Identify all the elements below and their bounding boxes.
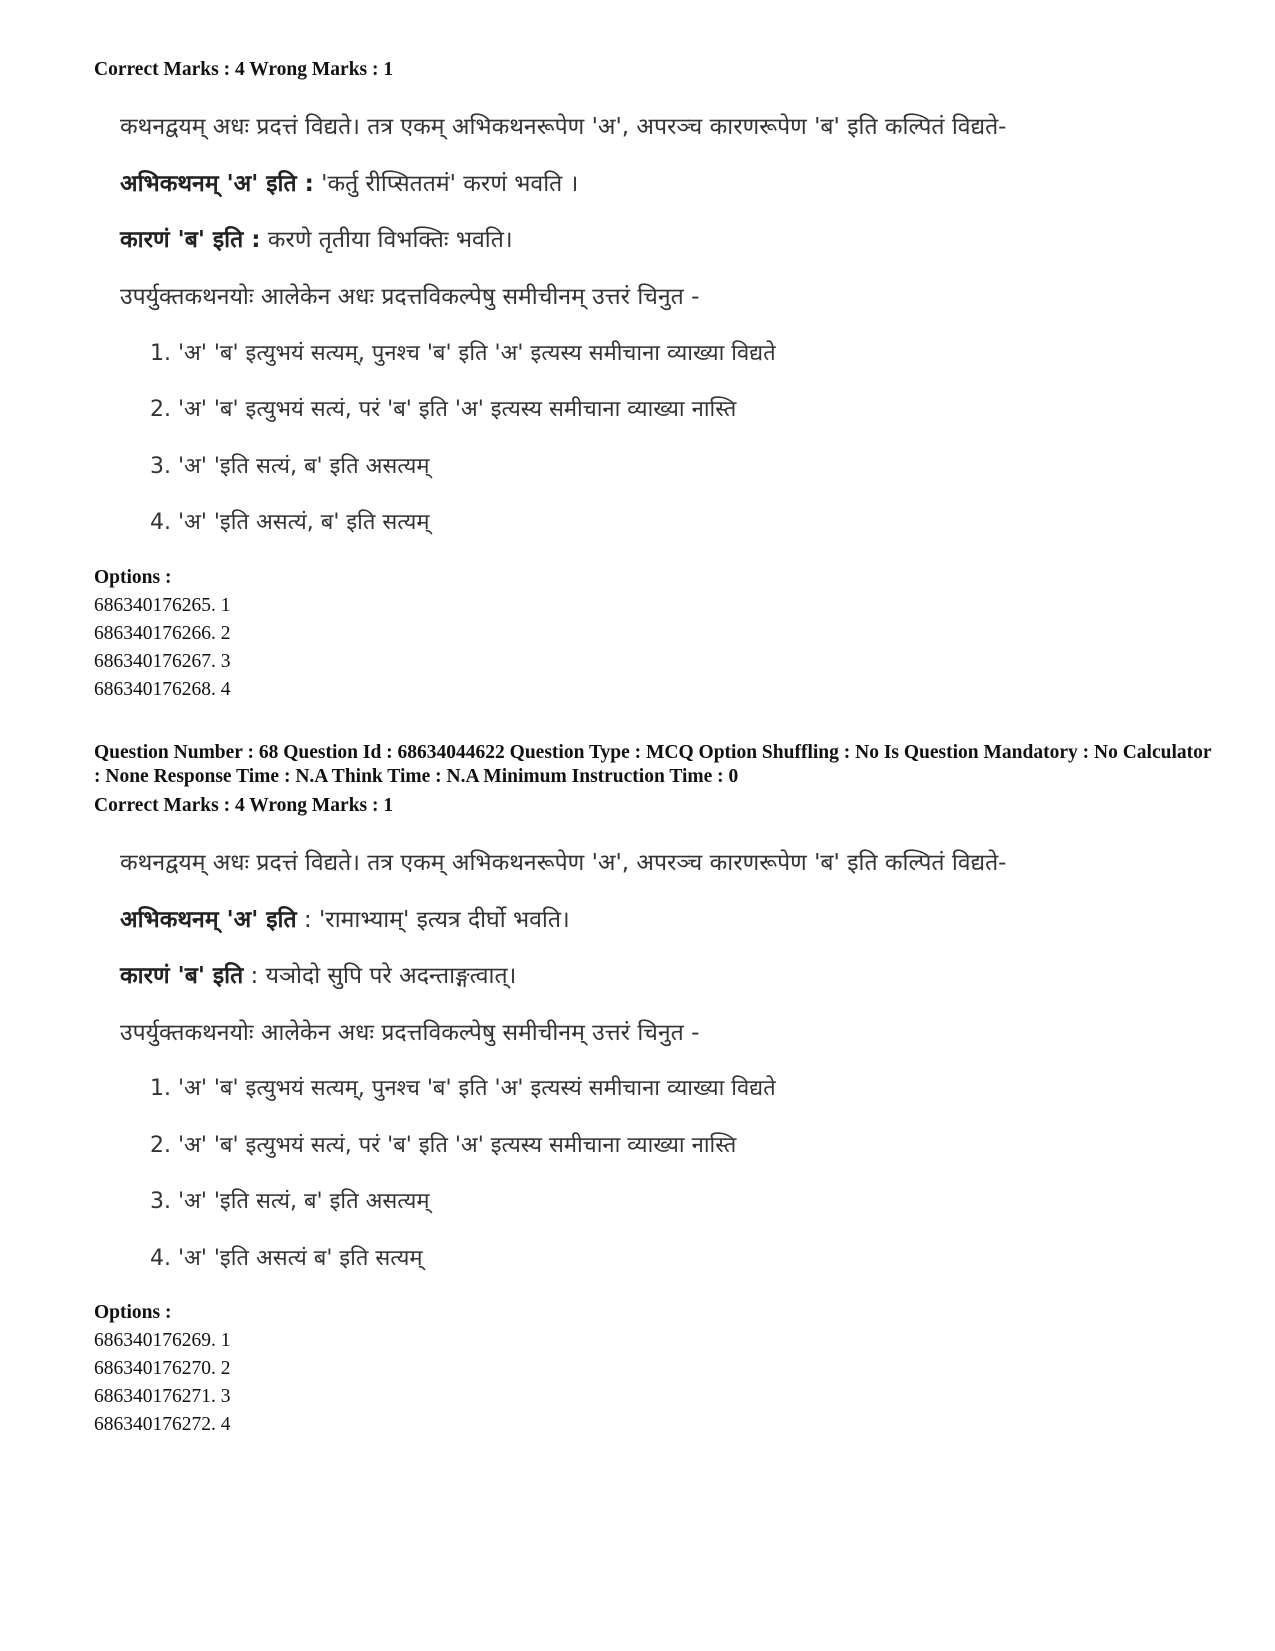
choice-4: 4. 'अ' 'इति असत्यं ब' इति सत्यम् bbox=[150, 1246, 423, 1271]
assertion-line bbox=[120, 169, 578, 199]
options-label: Options : bbox=[94, 567, 172, 588]
option-id: 686340176271. 3 bbox=[94, 1386, 231, 1407]
option-id: 686340176266. 2 bbox=[94, 623, 231, 644]
choice-3: 3. 'अ' 'इति सत्यं, ब' इति असत्यम् bbox=[150, 1189, 430, 1214]
reason-text: करणे तृतीया विभक्तिः भवति। bbox=[260, 227, 513, 253]
reason-label: कारणं 'ब' इति : bbox=[120, 227, 261, 253]
reason-label: कारणं 'ब' इति bbox=[120, 963, 244, 989]
reason-text: : यञोदो सुपि परे अदन्ताङ्गत्वात्। bbox=[243, 963, 517, 989]
choice-2: 2. 'अ' 'ब' इत्युभयं सत्यं, परं 'ब' इति 'अ' इत्यस्य समीचाना व्याख्या नास्ति bbox=[150, 397, 737, 422]
question-header: Question Number : 68 Question Id : 68634044622 Question Type : MCQ Option Shuffling : No Is Question Mandatory : No Calculator : None Response Time : N.A Think Time : N.A Minimum Instruction Time : 0 bbox=[94, 742, 1212, 787]
choice-2: 2. 'अ' 'ब' इत्युभयं सत्यं, परं 'ब' इति 'अ' इत्यस्य समीचाना व्याख्या नास्ति bbox=[150, 1133, 737, 1158]
assertion-label: अभिकथनम् 'अ' इति : bbox=[120, 171, 314, 197]
option-id: 686340176265. 1 bbox=[94, 595, 231, 616]
assertion-line bbox=[120, 905, 570, 935]
option-id: 686340176269. 1 bbox=[94, 1330, 231, 1351]
options-label: Options : bbox=[94, 1302, 172, 1323]
assertion-text: 'कर्तु रीप्सिततमं' करणं भवति । bbox=[313, 171, 579, 197]
choice-3: 3. 'अ' 'इति सत्यं, ब' इति असत्यम् bbox=[150, 454, 430, 479]
assertion-label: अभिकथनम् 'अ' इति bbox=[120, 907, 297, 933]
option-id: 686340176270. 2 bbox=[94, 1358, 231, 1379]
option-id: 686340176272. 4 bbox=[94, 1414, 231, 1435]
option-id: 686340176268. 4 bbox=[94, 679, 231, 700]
assertion-text: : 'रामाभ्याम्' इत्यत्र दीर्घो भवति। bbox=[296, 907, 570, 933]
question-intro: कथनद्वयम् अधः प्रदत्तं विद्यते। तत्र एकम् अभिकथनरूपेण 'अ', अपरञ्च कारणरूपेण 'ब' इति कल्पितं विद्यते- bbox=[120, 850, 1007, 876]
choice-1: 1. 'अ' 'ब' इत्युभयं सत्यम्, पुनश्च 'ब' इति 'अ' इत्यस्य समीचाना व्याख्या विद्यते bbox=[150, 341, 776, 366]
marks-line: Correct Marks : 4 Wrong Marks : 1 bbox=[94, 59, 394, 80]
reason-line bbox=[120, 225, 513, 255]
choice-1: 1. 'अ' 'ब' इत्युभयं सत्यम्, पुनश्च 'ब' इति 'अ' इत्यस्यं समीचाना व्याख्या विद्यते bbox=[150, 1076, 776, 1101]
question-prompt: उपर्युक्तकथनयोः आलेकेन अधः प्रदत्तविकल्पेषु समीचीनम् उत्तरं चिनुत - bbox=[120, 284, 700, 310]
choice-4: 4. 'अ' 'इति असत्यं, ब' इति सत्यम् bbox=[150, 510, 430, 535]
question-intro: कथनद्वयम् अधः प्रदत्तं विद्यते। तत्र एकम् अभिकथनरूपेण 'अ', अपरञ्च कारणरूपेण 'ब' इति कल्पितं विद्यते- bbox=[120, 114, 1007, 140]
option-id: 686340176267. 3 bbox=[94, 651, 231, 672]
question-prompt: उपर्युक्तकथनयोः आलेकेन अधः प्रदत्तविकल्पेषु समीचीनम् उत्तरं चिनुत - bbox=[120, 1020, 700, 1046]
marks-line: Correct Marks : 4 Wrong Marks : 1 bbox=[94, 795, 394, 816]
reason-line bbox=[120, 961, 516, 991]
